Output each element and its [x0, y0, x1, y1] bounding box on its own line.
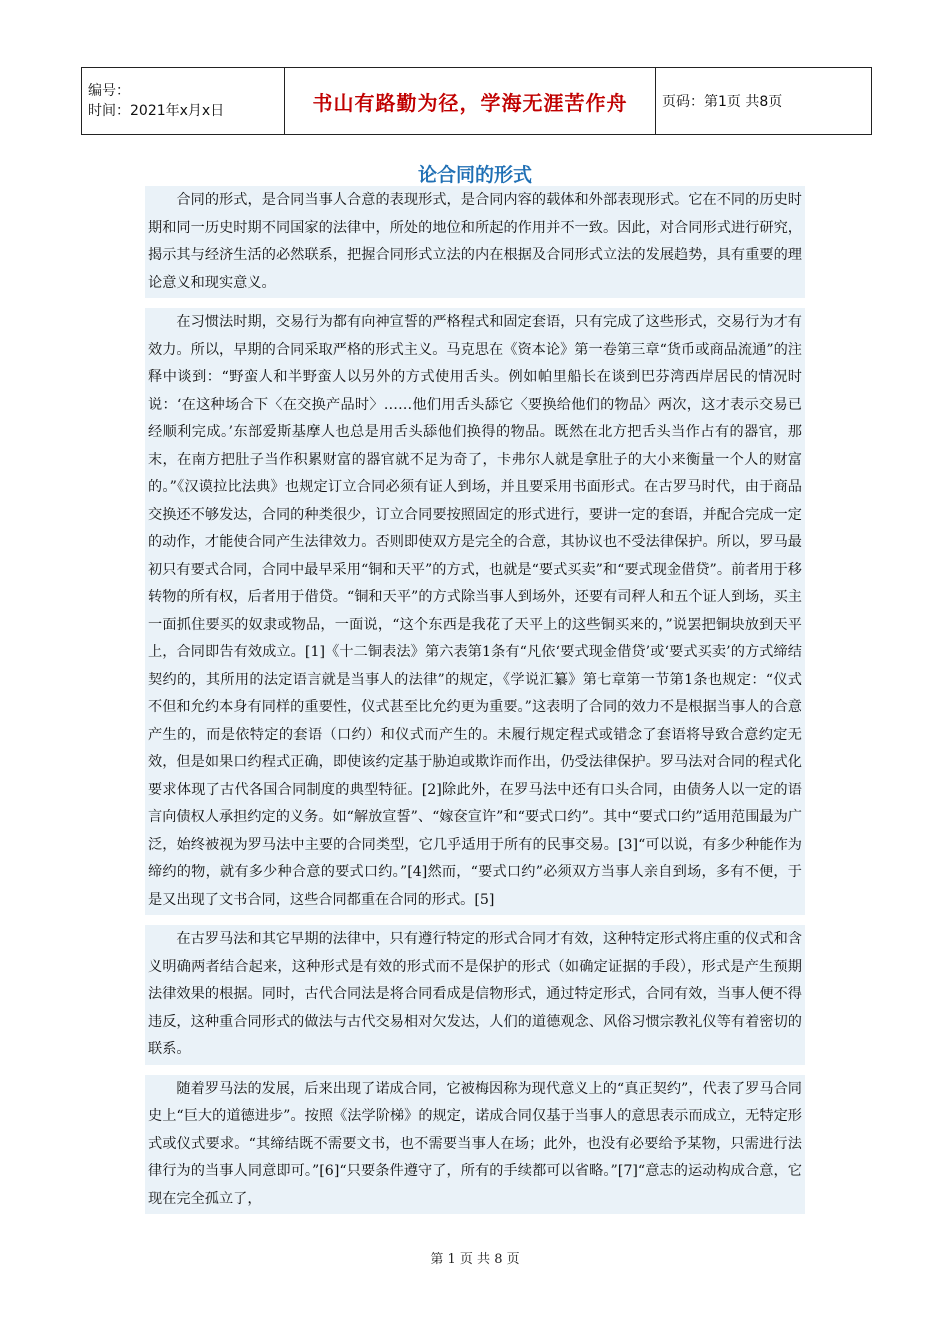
header-meta: [82, 68, 285, 135]
paragraph-4: 随着罗马法的发展，后来出现了诺成合同，它被梅因称为现代意义上的“真正契约”，代表了罗马合同史上“巨大的道德进步”。按照《法学阶梯》的规定，诺成合同仅基于当事人的意思表示而成立，无特定形式或仪式要求。“其缔结既不需要文书，也不需要当事人在场；此外，也没有必要给予某物，只需进行法律行为的当事人同意即可。”[6]“只要条件遵守了，所有的手续都可以省略。”[7]“意志的运动构成合意，它现在完全孤立了，: [145, 1075, 805, 1215]
paragraph-3: 在古罗马法和其它早期的法律中，只有遵行特定的形式合同才有效，这种特定形式将庄重的仪式和含义明确两者结合起来，这种形式是有效的形式而不是保护的形式（如确定证据的手段），形式是产生预期法律效果的根据。同时，古代合同法是将合同看成是信物形式，通过特定形式，合同有效，当事人便不得违反，这种重合同形式的做法与古代交易相对欠发达，人们的道德观念、风俗习惯宗教礼仪等有着密切的联系。: [145, 925, 805, 1065]
document-number-label: 编号：: [88, 83, 130, 99]
document-time-label: 时间：2021年x月x日: [88, 103, 225, 119]
document-body: [145, 186, 805, 1224]
paragraph-1: 合同的形式，是合同当事人合意的表现形式，是合同内容的载体和外部表现形式。它在不同的历史时期和同一历史时期不同国家的法律中，所处的地位和所起的作用并不一致。因此，对合同形式进行研究，揭示其与经济生活的必然联系，把握合同形式立法的内在根据及合同形式立法的发展趋势，具有重要的理论意义和现实意义。: [145, 186, 805, 298]
header-motto-cell: [285, 68, 656, 135]
header-page-info: 页码：第1页 共8页: [656, 68, 872, 135]
page-footer: 第 1 页 共 8 页: [430, 1252, 520, 1267]
header-table: [81, 67, 872, 135]
document-title: 论合同的形式: [417, 164, 532, 186]
header-motto: 书山有路勤为径，学海无涯苦作舟: [312, 90, 628, 115]
paragraph-2: 在习惯法时期，交易行为都有向神宣誓的严格程式和固定套语，只有完成了这些形式，交易行为才有效力。所以，早期的合同采取严格的形式主义。马克思在《资本论》第一卷第三章“货币或商品流通”的注释中谈到：“野蛮人和半野蛮人以另外的方式使用舌头。例如帕里船长在谈到巴芬湾西岸居民的情况时说：‘在这种场合下〈在交换产品时〉……他们用舌头舔它〈要换给他们的物品〉两次，这才表示交易已经顺利完成。’东部爱斯基摩人也总是用舌头舔他们换得的物品。既然在北方把舌头当作占有的器官，那末，在南方把肚子当作积累财富的器官就不足为奇了，卡弗尔人就是拿肚子的大小来衡量一个人的财富的。”《汉谟拉比法典》也规定订立合同必须有证人到场，并且要采用书面形式。在古罗马时代，由于商品交换还不够发达，合同的种类很少，订立合同要按照固定的形式进行，要讲一定的套语，并配合完成一定的动作，才能使合同产生法律效力。否则即使双方是完全的合意，其协议也不受法律保护。所以，罗马最初只有要式合同，合同中最早采用“铜和天平”的方式，也就是“要式买卖”和“要式现金借贷”。前者用于移转物的所有权，后者用于借贷。“铜和天平”的方式除当事人到场外，还要有司秤人和五个证人到场，买主一面抓住要买的奴隶或物品，一面说，“这个东西是我花了天平上的这些铜买来的，”说罢把铜块放到天平上，合同即告有效成立。[1]《十二铜表法》第六表第1条有“凡依‘要式现金借贷’或‘要式买卖’的方式缔结契约的，其所用的法定语言就是当事人的法律”的规定，《学说汇纂》第七章第一节第1条也规定：“仪式不但和允约本身有同样的重要性，仪式甚至比允约更为重要。”这表明了合同的效力不是根据当事人的合意产生的，而是依特定的套语（口约）和仪式而产生的。未履行规定程式或错念了套语将导致合意约定无效，但是如果口约程式正确，即使该约定基于胁迫或欺诈而作出，仍受法律保护。罗马法对合同的程式化要求体现了古代各国合同制度的典型特征。[2]除此外，在罗马法中还有口头合同，由债务人以一定的语言向债权人承担约定的义务。如“解放宣誓”、“嫁奁宣许”和“要式口约”。其中“要式口约”适用范围最为广泛，始终被视为罗马法中主要的合同类型，它几乎适用于所有的民事交易。[3]“可以说，有多少种能作为缔约的物，就有多少种合意的要式口约。”[4]然而，“要式口约”必须双方当事人亲自到场，多有不便，于是又出现了文书合同，这些合同都重在合同的形式。[5]: [145, 308, 805, 915]
